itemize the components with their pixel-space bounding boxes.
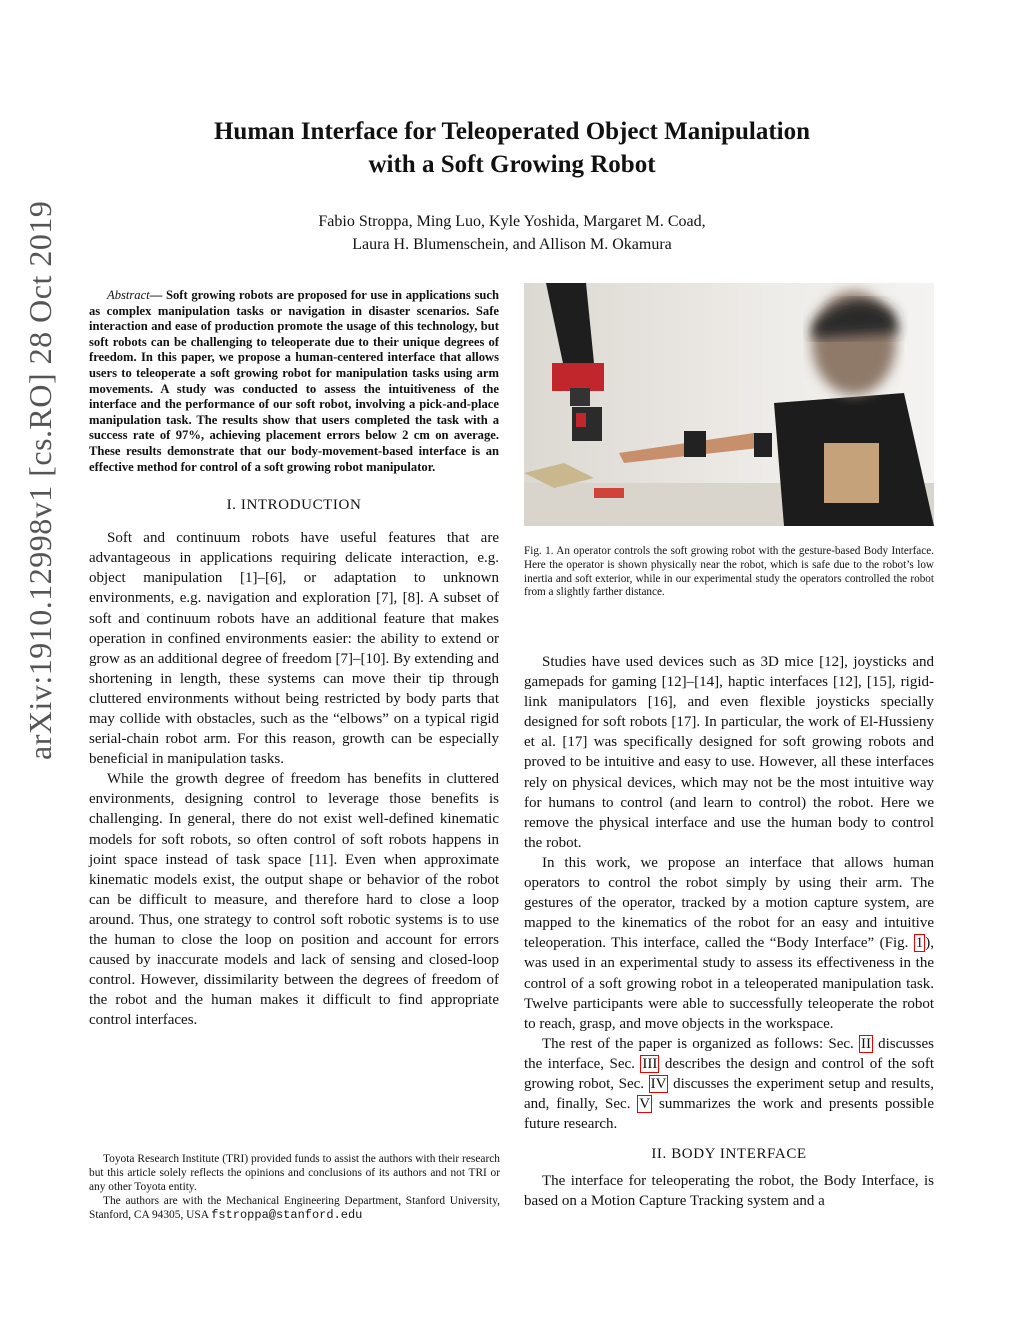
chest-marker-board xyxy=(824,443,879,503)
footnote-affiliation: The authors are with the Mechanical Engineering Department, Stanford University, Stanford, CA 94305, USA fstroppa@stanford.edu xyxy=(89,1195,500,1222)
footnotes xyxy=(89,1152,500,1222)
right-paragraph-2: In this work, we propose an interface that allows human operators to control the robot simply by using their arm. The gestures of the operator, tracked by a motion capture system, are mapped to the kinematics of the robot for an easy and intuitive teleoperation. This interface, called the “Body Interface” (Fig. 1 ), was used in an experimental study to assess its effectiveness in the control of a soft growing robot in a teleoperated manipulation task. Twelve participants were able to successfully teleoperate the robot to reach, grasp, and move objects in the workspace. xyxy=(524,854,934,1032)
right-column xyxy=(524,652,934,1211)
operator-robot-photo xyxy=(524,283,934,526)
section-ii-link[interactable]: II xyxy=(860,1035,871,1052)
section-iii-link[interactable]: III xyxy=(642,1055,658,1072)
section-v-link[interactable]: V xyxy=(639,1096,651,1113)
intro-paragraph-2: While the growth degree of freedom has benefits in cluttered environments, designing control to leverage those benefits is challenging. In general, there do not exist well-defined kinematic models for soft robots, so often control of soft robots happens in joint space instead of task space [11]. Even when approximate kinematic models exist, the output shape or behavior of the robot can be difficult to measure, and therefore hard to close a loop around. Thus, one strategy to control soft robotic systems is to use the human to close the loop on position and account for errors caused by inaccurate models and lack of sensing and closed-loop control. However, dissimilarity between the degrees of freedom of the robot and the human makes it difficult to find appropriate control interfaces. xyxy=(89,771,499,1029)
right-paragraph-4: The interface for teleoperating the robot, the Body Interface, is based on a Motion Capture Tracking system and a xyxy=(524,1173,934,1210)
title-line-1: Human Interface for Teleoperated Object Manipulation xyxy=(213,118,811,145)
paper-title xyxy=(0,115,1024,181)
figure-1-link[interactable]: 1 xyxy=(915,935,924,952)
figure-1-photo xyxy=(524,283,934,526)
right-paragraph-3: The rest of the paper is organized as follows: Sec. II discusses the interface, Sec. III describes the design and control of the soft growing robot, Sec. IV discusses the experiment setup and results, and, finally, Sec. V summarizes the work and presents possible future research. xyxy=(524,1035,935,1133)
section-heading-body-interface: II. BODY INTERFACE xyxy=(651,1146,807,1163)
robot-tip-mount xyxy=(552,363,604,391)
right-paragraph-1: Studies have used devices such as 3D mice [12], joysticks and gamepads for gaming [12]–[14], haptic interfaces [12], [15], rigid-link manipulators [16], and even flexible joysticks specially designed for soft robots [17]. In particular, the work of El-Hussieny et al. [17] was specifically designed for soft growing robots and proved to be intuitive and easy to use. However, all these interfaces rely on physical devices, which may not be the most intuitive way for humans to control (and learn to control) the robot. Here we remove the physical interface and use the human body to control the robot. xyxy=(524,654,934,851)
figure-1-caption: Fig. 1. An operator controls the soft growing robot with the gesture-based Body Interface. Here the operator is shown physically near the robot, which is safe due to the robot’s low inertia and soft exterior, while in our experimental study the operators controlled the robot from a slightly farther distance. xyxy=(524,545,934,599)
section-heading-introduction: I. INTRODUCTION xyxy=(226,497,362,514)
author-email: fstroppa@stanford.edu xyxy=(211,1208,363,1222)
author-list xyxy=(0,210,1024,256)
abstract-text: — Soft growing robots are proposed for use in applications such as complex manipulation tasks or navigation in disaster scenarios. Safe interaction and ease of production promote the usage of this technology, but soft robots can be challenging to teleoperate due to their unique degrees of freedom. In this paper, we propose a human-centered interface that allows users to teleoperate a soft growing robot for manipulation tasks using arm movements. A study was conducted to assess the intuitiveness of the interface and the performance of our soft robot, involving a pick-and-place manipulation task. The results show that users completed the task with a success rate of 97%, achieving placement errors below 2 cm on average. These results demonstrate that our body-movement-based interface is an effective method for control of a soft growing robot manipulator. xyxy=(89,288,499,474)
authors-line-1: Fabio Stroppa, Ming Luo, Kyle Yoshida, Margaret M. Coad, xyxy=(318,213,706,230)
footnote-funding: Toyota Research Institute (TRI) provided funds to assist the authors with their research but this article solely reflects the opinions and conclusions of its authors and not TRI or any other Toyota entity. xyxy=(89,1153,500,1193)
abstract xyxy=(89,288,499,475)
section-iv-link[interactable]: IV xyxy=(650,1075,667,1092)
title-line-2: with a Soft Growing Robot xyxy=(368,151,656,178)
authors-line-2: Laura H. Blumenschein, and Allison M. Okamura xyxy=(352,236,672,253)
intro-paragraph-1: Soft and continuum robots have useful features that are advantageous in applications requiring delicate interaction, e.g. object manipulation [1]–[6], or adaptation to unknown environments, e.g. navigation and exploration [7], [8]. A subset of soft and continuum robots have an additional feature that makes operation in confined environments easier: the ability to extend or grow as an additional degree of freedom [7]–[10]. By extending and shortening in length, these systems can move their tip through cluttered environments without being restricted by body parts that may collide with obstacles, such as the “elbows” on a typical rigid serial-chain robot arm. For this reason, growth can be especially beneficial in manipulation tasks. xyxy=(89,530,499,768)
abstract-lead: Abstract xyxy=(107,288,150,302)
left-column xyxy=(89,288,499,1030)
